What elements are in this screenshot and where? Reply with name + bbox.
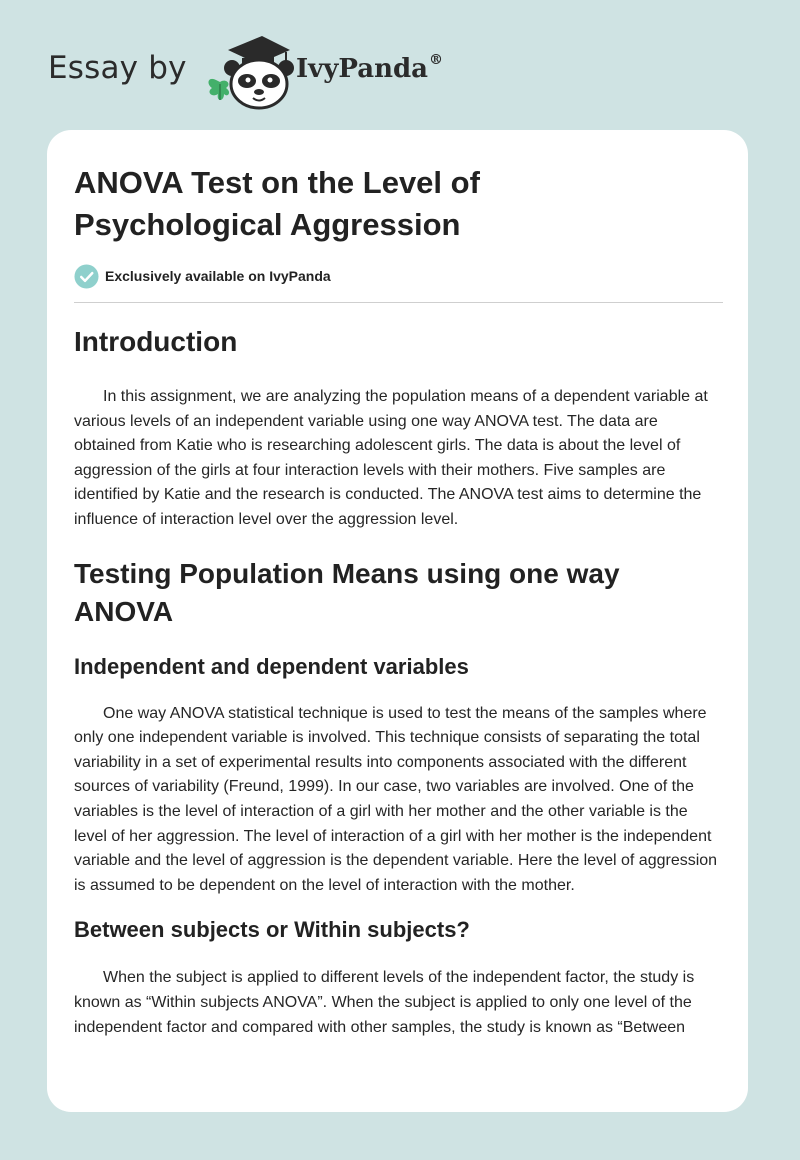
panda-graduate-icon[interactable] bbox=[202, 34, 294, 110]
essay-by-label: Essay by bbox=[48, 50, 187, 86]
exclusive-badge-label: Exclusively available on IvyPanda bbox=[105, 268, 331, 284]
ivy-leaf-icon bbox=[209, 79, 230, 100]
heading-testing-population-means: Testing Population Means using one way ANOVA bbox=[74, 557, 620, 627]
essay-title: ANOVA Test on the Level of Psychological Aggression bbox=[74, 165, 480, 242]
check-circle-icon bbox=[74, 264, 99, 289]
essay-content bbox=[74, 162, 723, 1040]
brand-name[interactable]: IvyPanda® bbox=[296, 52, 444, 84]
paragraph-introduction: In this assignment, we are analyzing the population means of a dependent variable at various levels of an independent variable using one way ANOVA test. The data are obtained from Katie who is researching adolescent girls. The data is about the level of aggression of the girls at four interaction levels with their mothers. Five samples are identified by Katie and the research is conducted. The ANOVA test aims to determine the influence of interaction level over the aggression level. bbox=[74, 388, 708, 528]
heading-independent-dependent-variables: Independent and dependent variables bbox=[74, 653, 469, 679]
registered-mark: ® bbox=[429, 52, 444, 68]
paragraph-between-within-subjects: When the subject is applied to different levels of the independent factor, the study is known as “Within subjects ANOVA”. When the subject is applied to only one level of the independent factor and compared with other samples, the study is known as “Between bbox=[74, 969, 695, 1036]
essay-card bbox=[47, 130, 748, 1112]
heading-introduction: Introduction bbox=[74, 326, 238, 357]
paragraph-independent-dependent-variables: One way ANOVA statistical technique is used to test the means of the samples where only one independent variable is involved. This technique consists of separating the total variability in a set of experimental results into components associated with the different sources of variability (Freund, 1999). In our case, two variables are involved. One of the variables is the level of interaction of a girl with her mother and the other variable is the level of her aggression. The level of interaction of a girl with her mother is the independent variable and the level of aggression is the dependent variable. Here the level of aggression is assumed to be dependent on the level of interaction with the mother. bbox=[74, 704, 718, 894]
exclusive-badge bbox=[74, 263, 723, 289]
heading-between-within-subjects: Between subjects or Within subjects? bbox=[74, 917, 470, 943]
title-divider bbox=[74, 302, 723, 303]
site-header bbox=[48, 34, 508, 114]
